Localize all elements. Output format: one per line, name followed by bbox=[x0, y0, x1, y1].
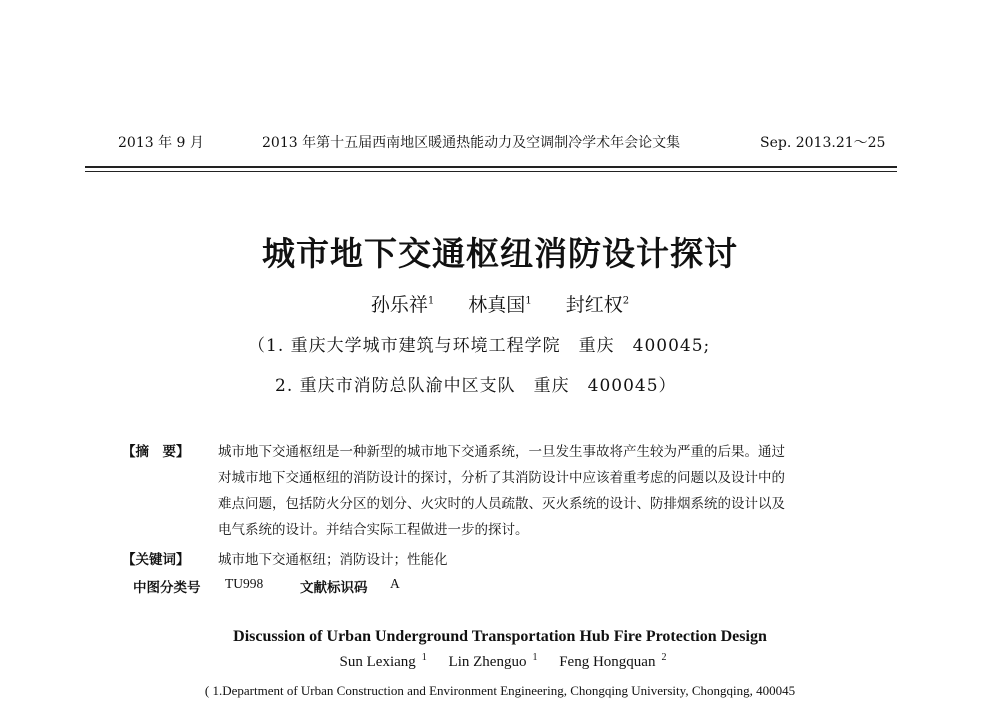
classification-label: 中图分类号 bbox=[133, 580, 201, 596]
abstract-line: 城市地下交通枢纽是一种新型的城市地下交通系统，一旦发生事故将产生较为严重的后果。通过 bbox=[218, 444, 785, 460]
english-author-3: Feng Hongquan $^2$ bbox=[559, 652, 667, 670]
keywords-label: 【关键词】 bbox=[122, 552, 190, 568]
document-code-value: A bbox=[390, 576, 400, 591]
abstract-line: 电气系统的设计。并结合实际工程做进一步的探讨。 bbox=[218, 522, 529, 538]
abstract-label: 【摘 要】 bbox=[122, 444, 190, 460]
author-3: 封红权$^2$ bbox=[565, 294, 630, 316]
english-author-2: Lin Zhenguo $^1$ bbox=[448, 652, 538, 670]
header-proceedings: 2013 年第十五届西南地区暖通热能动力及空调制冷学术年会论文集 bbox=[262, 135, 681, 151]
document-code-label: 文献标识码 bbox=[300, 580, 368, 596]
affiliation-2: 2. 重庆市消防总队渝中区支队 重庆 400045） bbox=[275, 376, 677, 396]
abstract-line: 对城市地下交通枢纽的消防设计的探讨，分析了其消防设计中应该着重考虑的问题以及设计中的 bbox=[218, 470, 785, 486]
affiliation-1: （1. 重庆大学城市建筑与环境工程学院 重庆 400045; bbox=[248, 336, 711, 356]
paper-title: 城市地下交通枢纽消防设计探讨 bbox=[262, 234, 738, 273]
header-date: 2013 年 9 月 bbox=[118, 135, 204, 151]
author-2: 林真国$^1$ bbox=[468, 294, 532, 316]
abstract-line: 难点问题，包括防火分区的划分、火灾时的人员疏散、灭火系统的设计、防排烟系统的设计以及 bbox=[218, 496, 785, 512]
english-affiliation: ( 1.Department of Urban Construction and Environment Engineering, Chongqing University, Chongqing, 400045 bbox=[204, 683, 796, 698]
author-list bbox=[0, 290, 1000, 317]
english-author-1: Sun Lexiang $^1$ bbox=[339, 652, 427, 670]
author-1: 孙乐祥$^1$ bbox=[370, 294, 435, 316]
keywords-text: 城市地下交通枢纽；消防设计；性能化 bbox=[218, 552, 448, 568]
english-author-list bbox=[0, 652, 1000, 671]
english-title: Discussion of Urban Underground Transportation Hub Fire Protection Design bbox=[233, 628, 767, 645]
classification-value: TU998 bbox=[225, 576, 264, 591]
header-rule-bottom bbox=[85, 171, 897, 172]
header-rule-top bbox=[85, 166, 897, 168]
header-pages: Sep. 2013.21～25 bbox=[760, 135, 886, 151]
